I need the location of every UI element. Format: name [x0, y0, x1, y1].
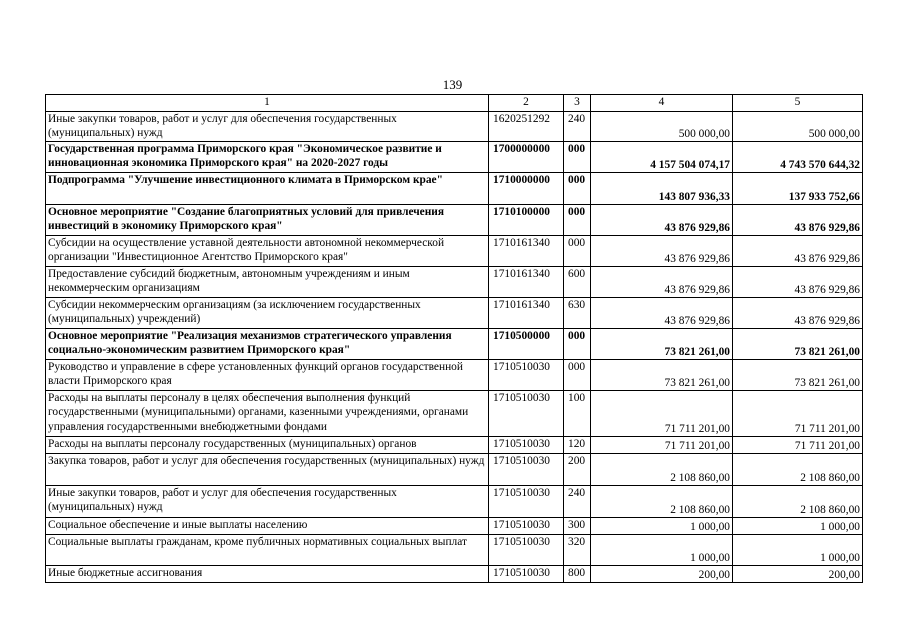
row-code-cell: 1710510030: [489, 437, 564, 454]
row-value-5-cell: 43 876 929,86: [733, 267, 863, 298]
row-value-5-cell: 43 876 929,86: [733, 205, 863, 236]
row-code-cell: 1710500000: [489, 329, 564, 360]
table-row: [46, 486, 863, 518]
row-name-cell: Социальное обеспечение и иные выплаты населению: [46, 518, 489, 535]
row-value-4-cell: 73 821 261,00: [591, 360, 733, 391]
row-type-cell: 000: [564, 329, 591, 360]
row-code-cell: 1710510030: [489, 518, 564, 535]
row-type-cell: 200: [564, 454, 591, 486]
row-value-5-cell: 500 000,00: [733, 112, 863, 142]
row-value-5-cell: 200,00: [733, 566, 863, 583]
table-row: [46, 329, 863, 360]
row-type-cell: 240: [564, 112, 591, 142]
row-name-cell: Иные закупки товаров, работ и услуг для обеспечения государственных (муниципальных) нужд: [46, 486, 489, 518]
row-type-cell: 320: [564, 535, 591, 566]
row-type-cell: 000: [564, 360, 591, 391]
table-row: [46, 360, 863, 391]
row-value-4-cell: 1 000,00: [591, 518, 733, 535]
budget-table: [45, 94, 863, 583]
row-code-cell: 1710510030: [489, 360, 564, 391]
row-name-cell: Иные бюджетные ассигнования: [46, 566, 489, 583]
row-value-4-cell: 71 711 201,00: [591, 391, 733, 437]
page-number: 139: [442, 77, 463, 92]
row-value-4-cell: 500 000,00: [591, 112, 733, 142]
table-row: [46, 454, 863, 486]
row-value-4-cell: 73 821 261,00: [591, 329, 733, 360]
row-value-4-cell: 71 711 201,00: [591, 437, 733, 454]
table-row: [46, 566, 863, 583]
header-row: [46, 95, 863, 112]
row-value-4-cell: 43 876 929,86: [591, 298, 733, 329]
row-code-cell: 1710161340: [489, 236, 564, 267]
row-code-cell: 1710100000: [489, 205, 564, 236]
table-body: [46, 112, 863, 583]
row-value-4-cell: 4 157 504 074,17: [591, 142, 733, 173]
row-value-5-cell: 2 108 860,00: [733, 486, 863, 518]
row-value-4-cell: 43 876 929,86: [591, 236, 733, 267]
column-header-3: 3: [564, 95, 591, 112]
row-code-cell: 1710510030: [489, 391, 564, 437]
row-name-cell: Предоставление субсидий бюджетным, автономным учреждениям и иным некоммерческим организациям: [46, 267, 489, 298]
row-value-5-cell: 4 743 570 644,32: [733, 142, 863, 173]
row-name-cell: Руководство и управление в сфере установленных функций органов государственной власти Приморского края: [46, 360, 489, 391]
table-row: [46, 142, 863, 173]
table-row: [46, 112, 863, 142]
row-name-cell: Основное мероприятие "Реализация механизмов стратегического управления социально-экономическим развитием Приморского края": [46, 329, 489, 360]
row-name-cell: Субсидии на осуществление уставной деятельности автономной некоммерческой организации "Инвестиционное Агентство Приморского края": [46, 236, 489, 267]
row-value-5-cell: 2 108 860,00: [733, 454, 863, 486]
row-value-5-cell: 1 000,00: [733, 518, 863, 535]
row-type-cell: 100: [564, 391, 591, 437]
row-code-cell: 1700000000: [489, 142, 564, 173]
row-code-cell: 1710510030: [489, 486, 564, 518]
row-type-cell: 000: [564, 236, 591, 267]
table-row: [46, 173, 863, 205]
row-value-5-cell: 1 000,00: [733, 535, 863, 566]
table-row: [46, 236, 863, 267]
column-header-2: 2: [489, 95, 564, 112]
row-value-4-cell: 43 876 929,86: [591, 267, 733, 298]
row-name-cell: Иные закупки товаров, работ и услуг для обеспечения государственных (муниципальных) нужд: [46, 112, 489, 142]
row-value-5-cell: 43 876 929,86: [733, 236, 863, 267]
row-type-cell: 120: [564, 437, 591, 454]
table-header: [46, 95, 863, 112]
row-name-cell: Государственная программа Приморского края "Экономическое развитие и инновационная экономика Приморского края" на 2020-2027 годы: [46, 142, 489, 173]
row-code-cell: 1710510030: [489, 535, 564, 566]
row-value-5-cell: 43 876 929,86: [733, 298, 863, 329]
row-value-4-cell: 143 807 936,33: [591, 173, 733, 205]
row-name-cell: Подпрограмма "Улучшение инвестиционного климата в Приморском крае": [46, 173, 489, 205]
row-value-4-cell: 43 876 929,86: [591, 205, 733, 236]
row-type-cell: 600: [564, 267, 591, 298]
row-value-4-cell: 200,00: [591, 566, 733, 583]
row-type-cell: 630: [564, 298, 591, 329]
row-name-cell: Социальные выплаты гражданам, кроме публичных нормативных социальных выплат: [46, 535, 489, 566]
row-code-cell: 1710161340: [489, 298, 564, 329]
table-row: [46, 437, 863, 454]
row-value-5-cell: 71 711 201,00: [733, 391, 863, 437]
row-code-cell: 1620251292: [489, 112, 564, 142]
row-value-5-cell: 71 711 201,00: [733, 437, 863, 454]
row-name-cell: Субсидии некоммерческим организациям (за исключением государственных (муниципальных) учреждений): [46, 298, 489, 329]
row-type-cell: 300: [564, 518, 591, 535]
table-row: [46, 298, 863, 329]
row-type-cell: 240: [564, 486, 591, 518]
row-value-4-cell: 2 108 860,00: [591, 486, 733, 518]
row-type-cell: 000: [564, 173, 591, 205]
row-value-5-cell: 73 821 261,00: [733, 360, 863, 391]
table-row: [46, 205, 863, 236]
row-name-cell: Закупка товаров, работ и услуг для обеспечения государственных (муниципальных) нужд: [46, 454, 489, 486]
table-row: [46, 267, 863, 298]
row-type-cell: 000: [564, 205, 591, 236]
row-code-cell: 1710161340: [489, 267, 564, 298]
row-code-cell: 1710510030: [489, 454, 564, 486]
row-value-4-cell: 2 108 860,00: [591, 454, 733, 486]
column-header-5: 5: [733, 95, 863, 112]
row-name-cell: Расходы на выплаты персоналу в целях обеспечения выполнения функций государственными (муниципальными) органами, казенными учреждениями, органами управления государственными внебюджетными фондами: [46, 391, 489, 437]
row-name-cell: Основное мероприятие "Создание благоприятных условий для привлечения инвестиций в экономику Приморского края": [46, 205, 489, 236]
table-row: [46, 391, 863, 437]
column-header-4: 4: [591, 95, 733, 112]
row-code-cell: 1710510030: [489, 566, 564, 583]
column-header-1: 1: [46, 95, 489, 112]
row-type-cell: 000: [564, 142, 591, 173]
row-type-cell: 800: [564, 566, 591, 583]
table-row: [46, 518, 863, 535]
row-value-5-cell: 73 821 261,00: [733, 329, 863, 360]
row-name-cell: Расходы на выплаты персоналу государственных (муниципальных) органов: [46, 437, 489, 454]
row-value-4-cell: 1 000,00: [591, 535, 733, 566]
row-value-5-cell: 137 933 752,66: [733, 173, 863, 205]
table-row: [46, 535, 863, 566]
row-code-cell: 1710000000: [489, 173, 564, 205]
